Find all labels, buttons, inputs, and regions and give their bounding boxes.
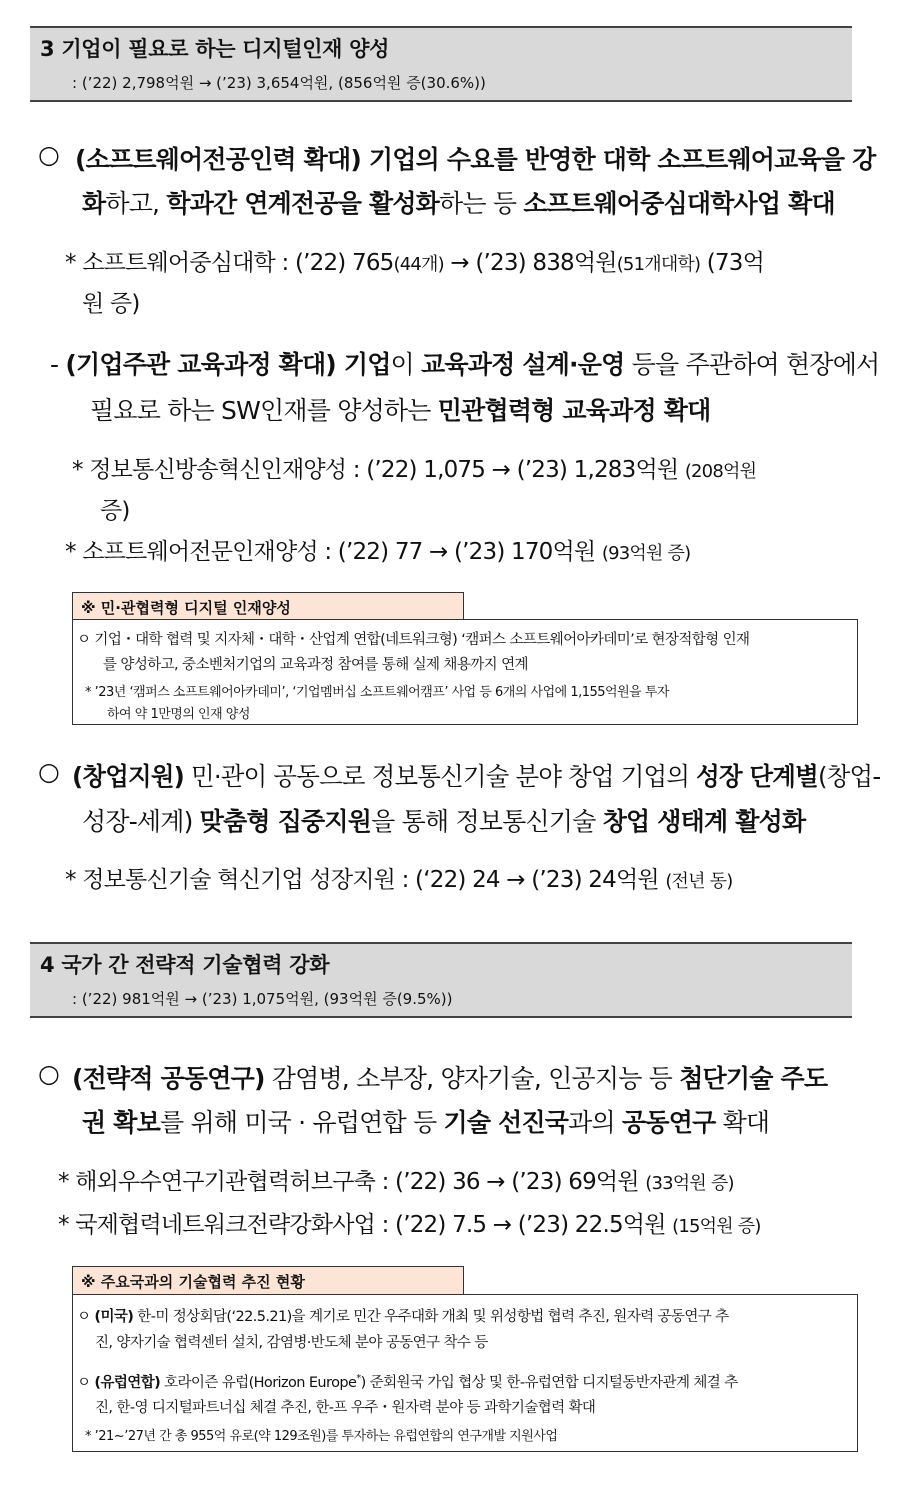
sub-heading: (기업주관 교육과정 확대) xyxy=(65,350,336,379)
box-text: 진, 양자기술 협력센터 설치, 감염병·반도체 분야 공동연구 착수 등 xyxy=(95,1335,488,1351)
paragraph-text: 확대 xyxy=(715,1108,770,1137)
paragraph-text: 교육과정 설계·운영 xyxy=(421,350,625,379)
paragraph-text: 감염병, 소부장, 양자기술, 인공지능 등 xyxy=(264,1064,680,1093)
box-note: * ’21~’27년 간 총 955억 유로(약 129조원)를 투자하는 유럽연합의 연구개발 지원사업 xyxy=(85,1429,558,1444)
box-text: 를 양성하고, 중소벤처기업의 교육과정 참여를 통해 실제 채용까지 연계 xyxy=(103,657,528,673)
note-text: * 정보통신기술 혁신기업 성장지원 : (‘22) 24 → (’23) 24억원 xyxy=(65,867,666,893)
paragraph-text: 첨단기술 주도 xyxy=(679,1064,828,1093)
paragraph-text: 를 위해 미국 · 유럽연합 등 xyxy=(159,1108,444,1137)
paragraph-text: 을 통해 정보통신기술 xyxy=(371,807,603,836)
note-text: (33억원 증) xyxy=(645,1173,734,1194)
footnote-star: * xyxy=(356,1373,361,1385)
paragraph-text: (창업- xyxy=(817,762,881,791)
paragraph-text: 과의 xyxy=(568,1108,623,1137)
note-text: (73억 xyxy=(700,250,764,276)
dash: - xyxy=(50,350,66,379)
info-box xyxy=(72,619,858,725)
paragraph-text: 하고, xyxy=(105,189,167,218)
section-budget: : (’22) 2,798억원 → (’23) 3,654억원, (856억원 증(30.6%)) xyxy=(72,74,486,92)
note-text: (208억원 xyxy=(684,461,757,482)
section-title: 3 기업이 필요로 하는 디지털인재 양성 xyxy=(40,37,390,61)
budget-note xyxy=(58,1163,734,1196)
box-note: 하여 약 1만명의 인재 양성 xyxy=(107,707,250,722)
note-text: (44개) xyxy=(393,254,444,275)
paragraph-heading: (소프트웨어전공인력 확대) xyxy=(75,145,362,174)
note-text: * 소프트웨어전문인재양성 : (’22) 77 → (’23) 170억원 xyxy=(65,539,602,565)
budget-note xyxy=(72,451,756,484)
bullet-circle: ○ xyxy=(38,757,60,786)
paragraph-text: 권 확보 xyxy=(82,1108,160,1137)
paragraph-text: 맞춤형 집중지원 xyxy=(199,807,372,836)
paragraph-text: 필요로 하는 SW인재를 양성하는 xyxy=(90,396,438,425)
note-text: (전년 동) xyxy=(665,871,733,892)
section-header-4 xyxy=(30,942,852,1018)
budget-note xyxy=(65,244,764,277)
paragraph-line xyxy=(72,1059,827,1095)
note-text: * 해외우수연구기관협력허브구축 : (’22) 36 → (’23) 69억원 xyxy=(58,1169,646,1195)
info-box-title: ※ 주요국과의 기술협력 추진 현황 xyxy=(72,1266,464,1295)
paragraph-text: 기업의 수요를 반영한 대학 소프트웨어교육을 강 xyxy=(361,145,876,174)
note-text: (51개대학) xyxy=(616,254,701,275)
box-text: ) 준회원국 가입 협상 및 한-유럽연합 디지털동반자관계 체결 추 xyxy=(360,1375,738,1391)
note-text: * 정보통신방송혁신인재양성 : (’22) 1,075 → (’23) 1,283억원 xyxy=(72,457,685,483)
box-bullet: ㅇ xyxy=(77,1309,95,1325)
box-note: * ’23년 ‘캠퍼스 소프트웨어아카데미’, ‘기업멤버십 소프트웨어캠프’ 사업 등 6개의 사업에 1,155억원을 투자 xyxy=(85,685,669,700)
paragraph-text: 성장 단계별 xyxy=(696,762,818,791)
paragraph-text: 공동연구 xyxy=(622,1108,716,1137)
section-title: 4 국가 간 전략적 기술협력 강화 xyxy=(40,953,330,977)
box-text xyxy=(77,1305,729,1326)
box-text: 한-미 정상회담(‘22.5.21)을 계기로 민간 우주대화 개최 및 위성항법 협력 추진, 원자력 공동연구 추 xyxy=(133,1309,729,1325)
paragraph-line xyxy=(82,184,835,220)
budget-note xyxy=(65,533,690,566)
paragraph-text: 기업 xyxy=(335,350,391,379)
paragraph-text: 등을 주관하여 현장에서 xyxy=(624,350,880,379)
paragraph-text: 기술 선진국 xyxy=(443,1108,569,1137)
paragraph-heading: (창업지원) xyxy=(72,762,185,791)
paragraph-line xyxy=(82,802,805,838)
paragraph-line xyxy=(72,757,880,793)
paragraph-text: 이 xyxy=(390,350,422,379)
note-text: * 소프트웨어중심대학 : (’22) 765 xyxy=(65,250,394,276)
note-text: (93억원 증) xyxy=(601,543,691,564)
sub-paragraph-line xyxy=(50,345,879,381)
budget-note-continued: 원 증) xyxy=(82,291,140,317)
box-text: 진, 한-영 디지털파트너십 체결 추진, 한-프 우주・원자력 분야 등 과학기술협력 확대 xyxy=(95,1400,596,1416)
paragraph-line xyxy=(82,1103,769,1139)
note-text: * 국제협력네트워크전략강화사업 : (’22) 7.5 → (’23) 22.5억원 xyxy=(58,1212,673,1238)
budget-note xyxy=(58,1206,761,1239)
note-text: (15억원 증) xyxy=(672,1216,761,1237)
bullet-circle: ○ xyxy=(38,140,60,169)
paragraph-heading: (전략적 공동연구) xyxy=(72,1064,265,1093)
paragraph-text: 민·관이 공동으로 정보통신기술 분야 창업 기업의 xyxy=(184,762,697,791)
box-text: 호라이즌 유럽(Horizon Europe xyxy=(160,1375,357,1391)
box-label: (유럽연합) xyxy=(94,1375,161,1391)
box-label: (미국) xyxy=(94,1309,134,1325)
section-budget: : (’22) 981억원 → (’23) 1,075억원, (93억원 증(9.5%)) xyxy=(72,990,453,1008)
paragraph-text: 하는 등 xyxy=(439,189,524,218)
note-text: → (’23) 838억원 xyxy=(443,250,617,276)
paragraph-text: 화 xyxy=(82,189,106,218)
budget-note-continued: 증) xyxy=(100,498,130,524)
info-box-title: ※ 민·관협력형 디지털 인재양성 xyxy=(72,592,464,620)
paragraph-line xyxy=(75,140,875,176)
sub-paragraph-line xyxy=(90,391,710,427)
box-bullet: ㅇ xyxy=(77,1375,95,1391)
budget-note xyxy=(65,861,732,894)
paragraph-text: 창업 생태계 활성화 xyxy=(602,807,806,836)
info-box xyxy=(72,1294,858,1452)
bullet-circle: ○ xyxy=(38,1059,60,1088)
section-header-3 xyxy=(30,26,852,102)
paragraph-text: 성장-세계) xyxy=(82,807,200,836)
paragraph-text: 민관협력형 교육과정 확대 xyxy=(437,396,711,425)
paragraph-text: 소프트웨어중심대학사업 확대 xyxy=(523,189,835,218)
paragraph-text: 학과간 연계전공을 활성화 xyxy=(166,189,440,218)
box-text xyxy=(77,1371,738,1392)
box-text: ㅇ 기업・대학 협력 및 지자체・대학・산업계 연합(네트워크형) ‘캠퍼스 소프트웨어아카데미’로 현장적합형 인재 xyxy=(77,632,750,648)
